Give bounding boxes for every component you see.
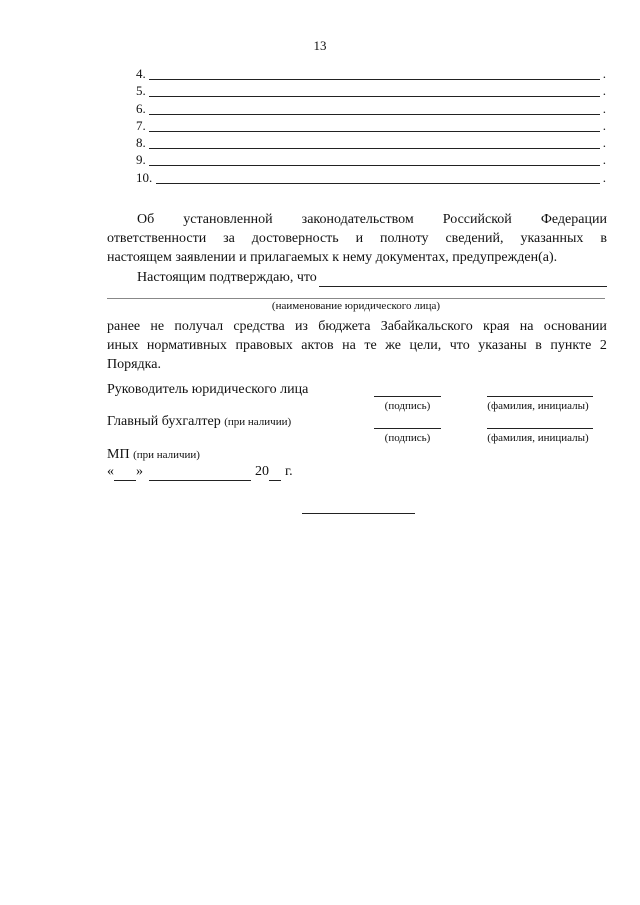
list-item	[136, 170, 608, 187]
liability-paragraph	[107, 210, 607, 267]
date-row	[107, 463, 293, 481]
document-end-rule	[302, 513, 415, 514]
liability-row-2: ответственности за достоверность и полноту сведений, указанных в	[107, 231, 607, 246]
liability-row-3: настоящем заявлении и прилагаемых к нему документах, предупрежден(а).	[107, 250, 558, 265]
list-item	[136, 118, 608, 135]
list-item-number: 7.	[136, 117, 146, 133]
confirmation-fill-line[interactable]	[319, 272, 607, 287]
head-signature-caption: (подпись)	[384, 400, 431, 412]
list-item-period: .	[602, 117, 606, 133]
list-item-number: 8.	[136, 135, 146, 151]
fill-in-line[interactable]	[156, 183, 600, 184]
numbered-blank-list	[136, 66, 608, 187]
page-number: 13	[313, 38, 327, 53]
head-name-caption: (фамилия, инициалы)	[487, 400, 589, 412]
accountant-name-caption: (фамилия, инициалы)	[487, 432, 589, 444]
fill-in-line[interactable]	[149, 114, 600, 115]
list-item-number: 10.	[136, 169, 153, 185]
confirmation-paragraph	[107, 317, 607, 374]
fill-in-line[interactable]	[149, 96, 600, 97]
day-blank[interactable]	[114, 467, 136, 481]
fill-in-line[interactable]	[149, 79, 600, 80]
list-item-period: .	[602, 152, 606, 168]
accountant-signature-caption: (подпись)	[384, 432, 431, 444]
year-suffix: г.	[285, 464, 293, 479]
list-item-number: 6.	[136, 100, 146, 116]
list-item	[136, 135, 608, 152]
year-blank[interactable]	[269, 467, 281, 481]
fill-in-line[interactable]	[149, 131, 600, 132]
list-item	[136, 152, 608, 169]
head-signature-line[interactable]	[374, 396, 441, 397]
year-prefix: 20	[255, 464, 269, 479]
list-item-number: 5.	[136, 83, 146, 99]
confirmation-line	[137, 268, 607, 287]
confirmation-lead: Настоящим подтверждаю, что	[137, 270, 317, 285]
liability-row-1: Об установленной законодательством Российской Федерации	[137, 212, 607, 227]
list-item-number: 9.	[136, 152, 146, 168]
confirmation-row-2: иных нормативных правовых актов на те же цели, что указаны в пункте 2	[107, 338, 607, 353]
stamp-optional-note: (при наличии)	[133, 449, 200, 461]
fill-in-line[interactable]	[149, 165, 600, 166]
fill-in-line[interactable]	[149, 148, 600, 149]
list-item	[136, 66, 608, 83]
list-item-period: .	[602, 83, 606, 99]
accountant-optional-note: (при наличии)	[224, 416, 292, 428]
list-item	[136, 83, 608, 100]
date-close-quote: »	[136, 464, 143, 479]
list-item-period: .	[602, 100, 606, 116]
date-open-quote: «	[107, 464, 114, 479]
confirmation-row-3: Порядка.	[107, 357, 161, 372]
stamp-label: МП (при наличии)	[107, 447, 200, 462]
list-item-number: 4.	[136, 66, 146, 81]
list-item-period: .	[602, 169, 606, 185]
list-item-period: .	[602, 66, 606, 81]
accountant-signature-line[interactable]	[374, 428, 441, 429]
list-item	[136, 101, 608, 118]
accountant-name-line[interactable]	[487, 428, 593, 429]
list-item-period: .	[602, 135, 606, 151]
confirmation-row-1: ранее не получал средства из бюджета Забайкальского края на основании	[107, 319, 607, 334]
month-blank[interactable]	[149, 467, 251, 481]
head-name-line[interactable]	[487, 396, 593, 397]
chief-accountant-label: Главный бухгалтер (при наличии)	[107, 414, 292, 429]
entity-name-caption: (наименование юридического лица)	[271, 300, 441, 312]
head-of-entity-label: Руководитель юридического лица	[107, 382, 309, 397]
